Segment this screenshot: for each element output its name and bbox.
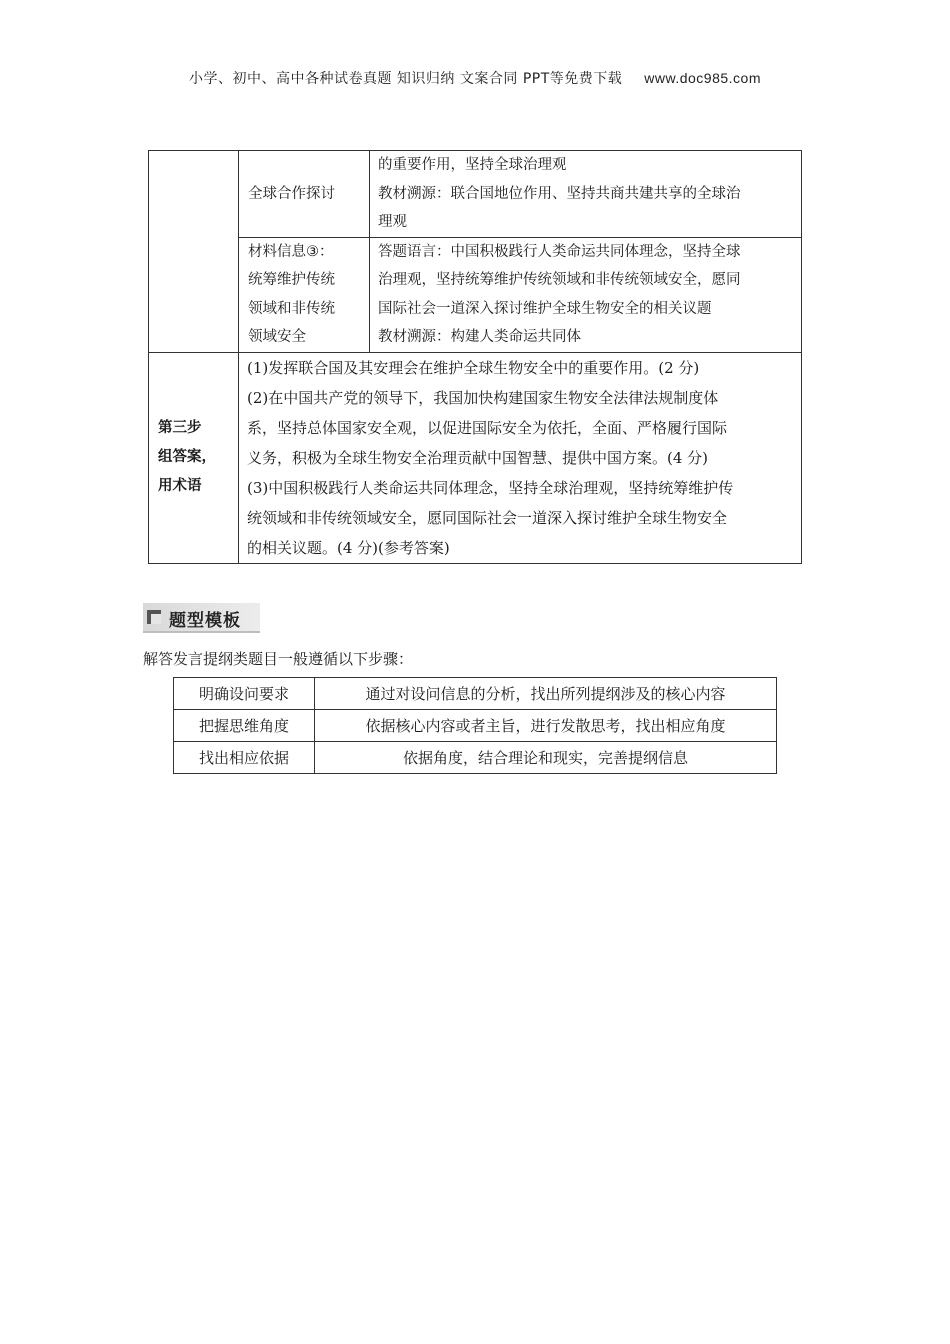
answer-line: (3)中国积极践行人类命运共同体理念，坚持全球治理观，坚持统筹维护传 <box>247 478 734 497</box>
section-heading <box>143 603 260 633</box>
step-name: 明确设问要求 <box>174 678 315 710</box>
row1-content <box>370 151 802 238</box>
row2-line: 治理观，坚持统筹维护传统领域和非传统领域安全，愿同 <box>378 272 741 288</box>
answer-line: 系，坚持总体国家安全观，以促进国际安全为依托，全面、严格履行国际 <box>247 418 728 437</box>
answer-line: 的相关议题。(4 分)(参考答案) <box>247 538 450 557</box>
row2-line: 教材溯源：构建人类命运共同体 <box>378 329 581 345</box>
row2-label-line: 材料信息③： <box>248 243 334 260</box>
table-row <box>149 237 802 352</box>
step3-label-line: 用术语 <box>158 478 202 494</box>
steps-table <box>173 677 777 774</box>
header-site-link[interactable]: www.doc985.com <box>644 70 761 86</box>
row1-line: 理观 <box>378 214 407 230</box>
row2-content <box>370 237 802 352</box>
table-row <box>149 151 802 238</box>
intro-text: 解答发言提纲类题目一般遵循以下步骤： <box>143 650 414 668</box>
section-title: 题型模板 <box>169 611 241 631</box>
step-name: 把握思维角度 <box>174 710 315 742</box>
analysis-table <box>148 150 802 564</box>
step-name: 找出相应依据 <box>174 742 315 774</box>
section-marker-icon <box>147 610 161 624</box>
row2-label-line: 领域安全 <box>248 329 306 345</box>
table-row <box>174 678 777 710</box>
answer-line: (1)发挥联合国及其安理会在维护全球生物安全中的重要作用。(2 分) <box>247 358 700 377</box>
answer-line: 统领域和非传统领域安全，愿同国际社会一道深入探讨维护全球生物安全 <box>247 508 728 527</box>
row2-label-line: 统筹维护传统 <box>248 272 335 288</box>
step3-label-line: 第三步 <box>158 420 202 436</box>
step3-answer <box>239 352 802 563</box>
step-desc: 依据角度，结合理论和现实，完善提纲信息 <box>315 742 777 774</box>
answer-line: 义务，积极为全球生物安全治理贡献中国智慧、提供中国方案。(4 分) <box>247 448 709 467</box>
step-cell-empty <box>149 151 239 353</box>
row2-label <box>239 237 370 352</box>
header-text: 小学、初中、高中各种试卷真题 知识归纳 文案合同 PPT等免费下载 <box>188 71 623 87</box>
table-row <box>174 742 777 774</box>
row2-label-line: 领域和非传统 <box>248 300 335 317</box>
step-desc: 依据核心内容或者主旨，进行发散思考，找出相应角度 <box>315 710 777 742</box>
row1-label: 全球合作探讨 <box>239 151 370 238</box>
row2-line: 答题语言：中国积极践行人类命运共同体理念，坚持全球 <box>378 243 741 260</box>
row1-line: 的重要作用，坚持全球治理观 <box>378 157 567 173</box>
row1-line: 教材溯源：联合国地位作用、坚持共商共建共享的全球治 <box>378 185 741 202</box>
answer-line: (2)在中国共产党的领导下，我国加快构建国家生物安全法律法规制度体 <box>247 388 719 407</box>
table-row <box>149 352 802 563</box>
table-row <box>174 710 777 742</box>
step-desc: 通过对设问信息的分析，找出所列提纲涉及的核心内容 <box>315 678 777 710</box>
row2-line: 国际社会一道深入探讨维护全球生物安全的相关议题 <box>378 300 712 317</box>
step3-label-line: 组答案， <box>158 449 216 465</box>
page-header <box>0 68 950 88</box>
step3-label <box>149 352 239 563</box>
